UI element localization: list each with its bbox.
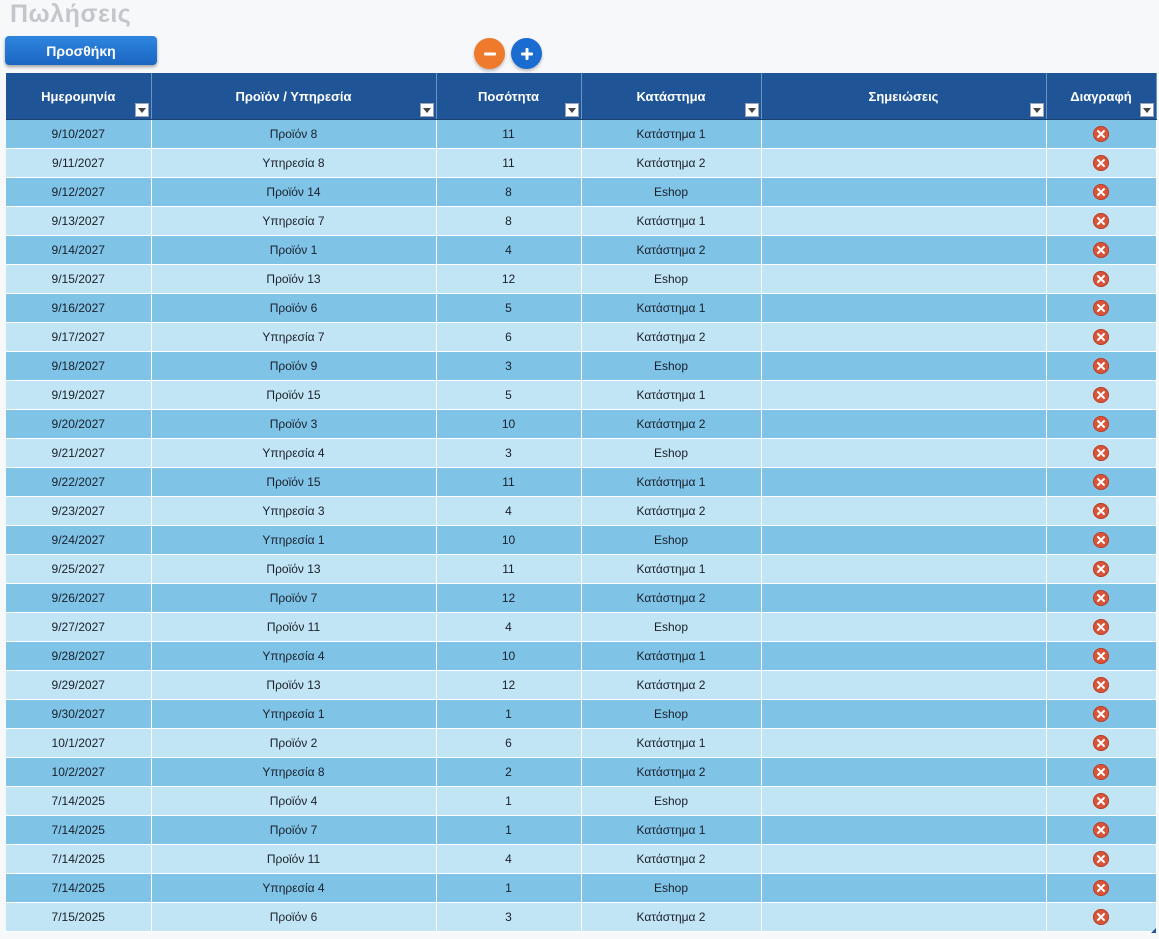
x-icon — [1096, 390, 1106, 400]
cell-store[interactable]: Κατάστημα 2 — [581, 410, 761, 439]
x-icon — [1096, 912, 1106, 922]
cell-quantity[interactable]: 11 — [436, 149, 581, 178]
cell-product[interactable]: Προϊόν 6 — [151, 294, 436, 323]
cell-product[interactable]: Υπηρεσία 4 — [151, 439, 436, 468]
cell-store[interactable]: Κατάστημα 2 — [581, 497, 761, 526]
cell-notes[interactable] — [761, 352, 1046, 381]
cell-notes[interactable] — [761, 178, 1046, 207]
cell-store[interactable]: Eshop — [581, 874, 761, 903]
delete-x-circle-icon[interactable] — [1093, 619, 1109, 635]
page-title: Πωλήσεις — [10, 0, 132, 28]
cell-delete — [1046, 294, 1156, 323]
cell-quantity[interactable]: 8 — [436, 207, 581, 236]
cell-notes[interactable] — [761, 294, 1046, 323]
cell-delete — [1046, 729, 1156, 758]
cell-notes[interactable] — [761, 207, 1046, 236]
x-icon — [1096, 854, 1106, 864]
cell-delete — [1046, 468, 1156, 497]
delete-x-circle-icon[interactable] — [1093, 358, 1109, 374]
cell-store[interactable]: Κατάστημα 1 — [581, 816, 761, 845]
cell-quantity[interactable]: 11 — [436, 120, 581, 149]
cell-quantity[interactable]: 5 — [436, 381, 581, 410]
cell-store[interactable]: Κατάστημα 2 — [581, 149, 761, 178]
cell-product[interactable]: Υπηρεσία 1 — [151, 700, 436, 729]
delete-x-circle-icon[interactable] — [1093, 126, 1109, 142]
cell-product[interactable]: Υπηρεσία 7 — [151, 323, 436, 352]
table-row — [6, 729, 1156, 758]
cell-store[interactable]: Κατάστημα 2 — [581, 845, 761, 874]
delete-x-circle-icon[interactable] — [1093, 561, 1109, 577]
delete-x-circle-icon[interactable] — [1093, 271, 1109, 287]
table-row — [6, 381, 1156, 410]
cell-date[interactable]: 9/29/2027 — [6, 671, 151, 700]
x-icon — [1096, 158, 1106, 168]
table-row — [6, 874, 1156, 903]
cell-delete — [1046, 439, 1156, 468]
cell-notes[interactable] — [761, 497, 1046, 526]
cell-notes[interactable] — [761, 468, 1046, 497]
cell-notes[interactable] — [761, 729, 1046, 758]
remove-row-button[interactable] — [474, 38, 505, 69]
x-icon — [1096, 825, 1106, 835]
minus-icon — [482, 46, 498, 62]
cell-quantity[interactable]: 3 — [436, 439, 581, 468]
plus-icon — [519, 46, 535, 62]
cell-delete — [1046, 265, 1156, 294]
cell-product[interactable]: Προϊόν 11 — [151, 845, 436, 874]
column-header-label: Ημερομηνία — [41, 88, 116, 104]
cell-date[interactable]: 9/30/2027 — [6, 700, 151, 729]
cell-date[interactable]: 9/13/2027 — [6, 207, 151, 236]
cell-delete — [1046, 352, 1156, 381]
cell-delete — [1046, 149, 1156, 178]
delete-x-circle-icon[interactable] — [1093, 590, 1109, 606]
cell-store[interactable]: Κατάστημα 1 — [581, 120, 761, 149]
cell-delete — [1046, 497, 1156, 526]
x-icon — [1096, 216, 1106, 226]
cell-date[interactable]: 9/25/2027 — [6, 555, 151, 584]
table-row — [6, 700, 1156, 729]
x-icon — [1096, 622, 1106, 632]
delete-x-circle-icon[interactable] — [1093, 213, 1109, 229]
delete-x-circle-icon[interactable] — [1093, 909, 1109, 925]
cell-delete — [1046, 236, 1156, 265]
cell-store[interactable]: Κατάστημα 2 — [581, 584, 761, 613]
cell-quantity[interactable]: 10 — [436, 410, 581, 439]
filter-dropdown-icon[interactable] — [135, 103, 149, 117]
column-header-label: Διαγραφή — [1070, 88, 1132, 104]
cell-quantity[interactable]: 3 — [436, 352, 581, 381]
cell-notes[interactable] — [761, 874, 1046, 903]
cell-store[interactable]: Κατάστημα 1 — [581, 555, 761, 584]
x-icon — [1096, 419, 1106, 429]
cell-product[interactable]: Προϊόν 4 — [151, 787, 436, 816]
delete-x-circle-icon[interactable] — [1093, 416, 1109, 432]
filter-dropdown-icon[interactable] — [745, 103, 759, 117]
cell-quantity[interactable]: 4 — [436, 845, 581, 874]
cell-notes[interactable] — [761, 265, 1046, 294]
table-row — [6, 352, 1156, 381]
cell-quantity[interactable]: 6 — [436, 323, 581, 352]
cell-store[interactable]: Κατάστημα 1 — [581, 729, 761, 758]
column-header-label: Προϊόν / Υπηρεσία — [235, 88, 352, 104]
cell-product[interactable]: Προϊόν 3 — [151, 410, 436, 439]
cell-date[interactable]: 9/19/2027 — [6, 381, 151, 410]
delete-x-circle-icon[interactable] — [1093, 532, 1109, 548]
x-icon — [1096, 332, 1106, 342]
cell-date[interactable]: 7/15/2025 — [6, 903, 151, 932]
x-icon — [1096, 651, 1106, 661]
cell-notes[interactable] — [761, 323, 1046, 352]
cell-product[interactable]: Υπηρεσία 1 — [151, 526, 436, 555]
cell-product[interactable]: Υπηρεσία 4 — [151, 642, 436, 671]
table-resize-handle[interactable] — [1151, 928, 1156, 933]
cell-date[interactable]: 9/23/2027 — [6, 497, 151, 526]
cell-delete — [1046, 700, 1156, 729]
cell-date[interactable]: 9/28/2027 — [6, 642, 151, 671]
table-row — [6, 323, 1156, 352]
table-row — [6, 584, 1156, 613]
delete-x-circle-icon[interactable] — [1093, 677, 1109, 693]
x-icon — [1096, 274, 1106, 284]
cell-store[interactable]: Κατάστημα 1 — [581, 468, 761, 497]
cell-store[interactable]: Κατάστημα 1 — [581, 294, 761, 323]
cell-delete — [1046, 178, 1156, 207]
cell-product[interactable]: Υπηρεσία 3 — [151, 497, 436, 526]
cell-store[interactable]: Κατάστημα 1 — [581, 642, 761, 671]
x-icon — [1096, 187, 1106, 197]
table-row — [6, 671, 1156, 700]
cell-quantity[interactable]: 12 — [436, 584, 581, 613]
cell-store[interactable]: Κατάστημα 2 — [581, 236, 761, 265]
add-button[interactable]: Προσθήκη — [5, 36, 157, 65]
filter-dropdown-icon[interactable] — [565, 103, 579, 117]
cell-date[interactable]: 9/18/2027 — [6, 352, 151, 381]
x-icon — [1096, 448, 1106, 458]
cell-delete — [1046, 410, 1156, 439]
cell-product[interactable]: Υπηρεσία 8 — [151, 149, 436, 178]
cell-product[interactable]: Υπηρεσία 8 — [151, 758, 436, 787]
cell-date[interactable]: 9/22/2027 — [6, 468, 151, 497]
cell-store[interactable]: Κατάστημα 2 — [581, 903, 761, 932]
cell-store[interactable]: Eshop — [581, 787, 761, 816]
cell-date[interactable]: 9/14/2027 — [6, 236, 151, 265]
cell-notes[interactable] — [761, 903, 1046, 932]
add-row-button[interactable] — [511, 38, 542, 69]
table-row — [6, 497, 1156, 526]
cell-store[interactable]: Eshop — [581, 526, 761, 555]
cell-store[interactable]: Eshop — [581, 352, 761, 381]
table-row — [6, 758, 1156, 787]
table-row — [6, 236, 1156, 265]
cell-store[interactable]: Κατάστημα 2 — [581, 323, 761, 352]
delete-x-circle-icon[interactable] — [1093, 822, 1109, 838]
cell-quantity[interactable]: 11 — [436, 555, 581, 584]
cell-delete — [1046, 613, 1156, 642]
delete-x-circle-icon[interactable] — [1093, 445, 1109, 461]
cell-product[interactable]: Προϊόν 8 — [151, 120, 436, 149]
delete-x-circle-icon[interactable] — [1093, 242, 1109, 258]
table-row — [6, 555, 1156, 584]
cell-delete — [1046, 526, 1156, 555]
filter-dropdown-icon[interactable] — [420, 103, 434, 117]
column-header-label: Σημειώσεις — [868, 88, 939, 104]
x-icon — [1096, 593, 1106, 603]
cell-delete — [1046, 381, 1156, 410]
cell-delete — [1046, 120, 1156, 149]
delete-x-circle-icon[interactable] — [1093, 851, 1109, 867]
cell-product[interactable]: Προϊόν 14 — [151, 178, 436, 207]
cell-product[interactable]: Υπηρεσία 4 — [151, 874, 436, 903]
cell-quantity[interactable]: 4 — [436, 236, 581, 265]
cell-date[interactable]: 9/16/2027 — [6, 294, 151, 323]
cell-quantity[interactable]: 6 — [436, 729, 581, 758]
cell-notes[interactable] — [761, 816, 1046, 845]
delete-x-circle-icon[interactable] — [1093, 764, 1109, 780]
cell-notes[interactable] — [761, 642, 1046, 671]
x-icon — [1096, 303, 1106, 313]
cell-date[interactable]: 10/1/2027 — [6, 729, 151, 758]
table-row — [6, 120, 1156, 149]
cell-date[interactable]: 7/14/2025 — [6, 816, 151, 845]
table-row — [6, 294, 1156, 323]
cell-quantity[interactable]: 10 — [436, 642, 581, 671]
delete-x-circle-icon[interactable] — [1093, 474, 1109, 490]
cell-date[interactable]: 10/2/2027 — [6, 758, 151, 787]
cell-delete — [1046, 816, 1156, 845]
cell-product[interactable]: Προϊόν 11 — [151, 613, 436, 642]
cell-quantity[interactable]: 8 — [436, 178, 581, 207]
x-icon — [1096, 506, 1106, 516]
cell-notes[interactable] — [761, 787, 1046, 816]
x-icon — [1096, 361, 1106, 371]
x-icon — [1096, 477, 1106, 487]
column-header-label: Ποσότητα — [478, 88, 539, 104]
cell-notes[interactable] — [761, 845, 1046, 874]
table-row — [6, 178, 1156, 207]
x-icon — [1096, 245, 1106, 255]
x-icon — [1096, 680, 1106, 690]
table-row — [6, 410, 1156, 439]
cell-date[interactable]: 9/11/2027 — [6, 149, 151, 178]
column-header-delete — [1046, 73, 1156, 120]
cell-store[interactable]: Eshop — [581, 178, 761, 207]
cell-quantity[interactable]: 4 — [436, 497, 581, 526]
cell-store[interactable]: Eshop — [581, 265, 761, 294]
cell-product[interactable]: Προϊόν 9 — [151, 352, 436, 381]
cell-delete — [1046, 845, 1156, 874]
cell-quantity[interactable]: 1 — [436, 874, 581, 903]
cell-product[interactable]: Προϊόν 2 — [151, 729, 436, 758]
cell-product[interactable]: Προϊόν 1 — [151, 236, 436, 265]
cell-quantity[interactable]: 2 — [436, 758, 581, 787]
column-header-notes — [761, 73, 1046, 120]
cell-store[interactable]: Κατάστημα 2 — [581, 758, 761, 787]
filter-dropdown-icon[interactable] — [1140, 103, 1154, 117]
cell-product[interactable]: Προϊόν 6 — [151, 903, 436, 932]
cell-delete — [1046, 207, 1156, 236]
cell-notes[interactable] — [761, 120, 1046, 149]
table-row — [6, 526, 1156, 555]
table-header-row — [6, 73, 1156, 120]
cell-notes[interactable] — [761, 526, 1046, 555]
cell-delete — [1046, 323, 1156, 352]
column-header-store — [581, 73, 761, 120]
table-row — [6, 642, 1156, 671]
cell-notes[interactable] — [761, 555, 1046, 584]
cell-store[interactable]: Eshop — [581, 613, 761, 642]
cell-delete — [1046, 584, 1156, 613]
cell-product[interactable]: Προϊόν 7 — [151, 816, 436, 845]
cell-product[interactable]: Προϊόν 13 — [151, 265, 436, 294]
table-row — [6, 468, 1156, 497]
cell-date[interactable]: 7/14/2025 — [6, 874, 151, 903]
table-body — [6, 120, 1156, 932]
cell-notes[interactable] — [761, 758, 1046, 787]
cell-delete — [1046, 787, 1156, 816]
cell-date[interactable]: 9/12/2027 — [6, 178, 151, 207]
cell-store[interactable]: Κατάστημα 1 — [581, 381, 761, 410]
cell-date[interactable]: 9/21/2027 — [6, 439, 151, 468]
sales-table — [6, 73, 1157, 932]
column-header-quantity — [436, 73, 581, 120]
delete-x-circle-icon[interactable] — [1093, 706, 1109, 722]
x-icon — [1096, 796, 1106, 806]
cell-date[interactable]: 9/10/2027 — [6, 120, 151, 149]
cell-quantity[interactable]: 12 — [436, 265, 581, 294]
cell-notes[interactable] — [761, 700, 1046, 729]
delete-x-circle-icon[interactable] — [1093, 300, 1109, 316]
cell-delete — [1046, 758, 1156, 787]
table-row — [6, 845, 1156, 874]
table-row — [6, 439, 1156, 468]
cell-notes[interactable] — [761, 613, 1046, 642]
cell-product[interactable]: Προϊόν 7 — [151, 584, 436, 613]
cell-date[interactable]: 9/24/2027 — [6, 526, 151, 555]
table-row — [6, 787, 1156, 816]
cell-date[interactable]: 9/15/2027 — [6, 265, 151, 294]
cell-quantity[interactable]: 4 — [436, 613, 581, 642]
table-row — [6, 265, 1156, 294]
cell-quantity[interactable]: 1 — [436, 816, 581, 845]
delete-x-circle-icon[interactable] — [1093, 503, 1109, 519]
cell-date[interactable]: 7/14/2025 — [6, 787, 151, 816]
cell-quantity[interactable]: 3 — [436, 903, 581, 932]
cell-notes[interactable] — [761, 236, 1046, 265]
cell-product[interactable]: Υπηρεσία 7 — [151, 207, 436, 236]
cell-notes[interactable] — [761, 410, 1046, 439]
cell-store[interactable]: Eshop — [581, 700, 761, 729]
x-icon — [1096, 738, 1106, 748]
table-row — [6, 613, 1156, 642]
cell-date[interactable]: 9/27/2027 — [6, 613, 151, 642]
column-header-product — [151, 73, 436, 120]
cell-quantity[interactable]: 10 — [436, 526, 581, 555]
cell-quantity[interactable]: 5 — [436, 294, 581, 323]
cell-quantity[interactable]: 12 — [436, 671, 581, 700]
cell-date[interactable]: 9/20/2027 — [6, 410, 151, 439]
cell-product[interactable]: Προϊόν 13 — [151, 555, 436, 584]
delete-x-circle-icon[interactable] — [1093, 387, 1109, 403]
cell-store[interactable]: Κατάστημα 2 — [581, 671, 761, 700]
delete-x-circle-icon[interactable] — [1093, 793, 1109, 809]
cell-delete — [1046, 874, 1156, 903]
delete-x-circle-icon[interactable] — [1093, 735, 1109, 751]
x-icon — [1096, 129, 1106, 139]
cell-notes[interactable] — [761, 584, 1046, 613]
delete-x-circle-icon[interactable] — [1093, 329, 1109, 345]
x-icon — [1096, 709, 1106, 719]
cell-product[interactable]: Προϊόν 13 — [151, 671, 436, 700]
cell-product[interactable]: Προϊόν 15 — [151, 468, 436, 497]
cell-notes[interactable] — [761, 439, 1046, 468]
table-row — [6, 149, 1156, 178]
column-header-label: Κατάστημα — [636, 88, 706, 104]
cell-notes[interactable] — [761, 381, 1046, 410]
cell-notes[interactable] — [761, 671, 1046, 700]
table-row — [6, 207, 1156, 236]
cell-delete — [1046, 555, 1156, 584]
cell-quantity[interactable]: 1 — [436, 700, 581, 729]
cell-delete — [1046, 903, 1156, 932]
cell-quantity[interactable]: 1 — [436, 787, 581, 816]
cell-product[interactable]: Προϊόν 15 — [151, 381, 436, 410]
x-icon — [1096, 767, 1106, 777]
x-icon — [1096, 883, 1106, 893]
cell-date[interactable]: 9/17/2027 — [6, 323, 151, 352]
delete-x-circle-icon[interactable] — [1093, 155, 1109, 171]
delete-x-circle-icon[interactable] — [1093, 648, 1109, 664]
cell-store[interactable]: Κατάστημα 1 — [581, 207, 761, 236]
cell-date[interactable]: 9/26/2027 — [6, 584, 151, 613]
cell-delete — [1046, 642, 1156, 671]
x-icon — [1096, 564, 1106, 574]
filter-dropdown-icon[interactable] — [1030, 103, 1044, 117]
cell-delete — [1046, 671, 1156, 700]
cell-notes[interactable] — [761, 149, 1046, 178]
x-icon — [1096, 535, 1106, 545]
table-row — [6, 816, 1156, 845]
cell-quantity[interactable]: 11 — [436, 468, 581, 497]
delete-x-circle-icon[interactable] — [1093, 880, 1109, 896]
delete-x-circle-icon[interactable] — [1093, 184, 1109, 200]
column-header-date — [6, 73, 151, 120]
table-row — [6, 903, 1156, 932]
cell-store[interactable]: Eshop — [581, 439, 761, 468]
cell-date[interactable]: 7/14/2025 — [6, 845, 151, 874]
